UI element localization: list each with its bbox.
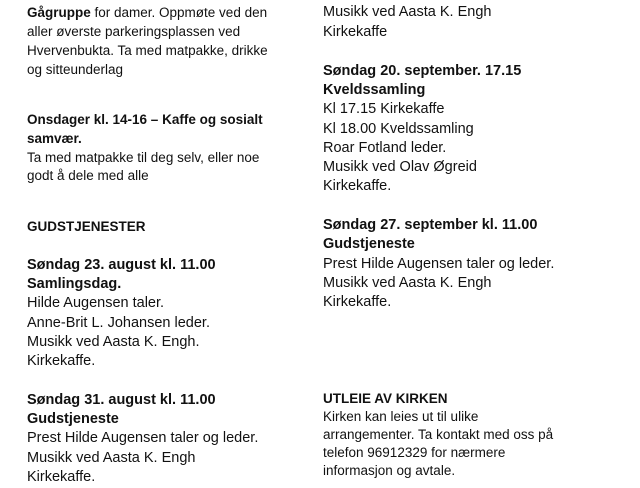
gagruppe-line-3: Hvervenbukta. Ta med matpakke, drikke (27, 43, 268, 58)
sep20-title-2: Kveldssamling (323, 82, 426, 98)
sep27-title-2: Gudstjeneste (323, 236, 415, 252)
top-line-1: Musikk ved Aasta K. Engh (323, 4, 492, 20)
onsdager-title-1: Onsdager kl. 14-16 – Kaffe og sosialt (27, 112, 263, 127)
onsdager-line-2: godt å dele med alle (27, 168, 149, 183)
aug23-line-3: Musikk ved Aasta K. Engh. (27, 334, 200, 350)
gagruppe-title: Gågruppe (27, 5, 91, 20)
aug31-line-1: Prest Hilde Augensen taler og leder. (27, 430, 259, 446)
sep20-line-3: Roar Fotland leder. (323, 140, 447, 156)
sep27-line-2: Musikk ved Aasta K. Engh (323, 275, 492, 291)
gagruppe-line-1 (27, 3, 267, 22)
gagruppe-line-2: aller øverste parkeringsplassen ved (27, 24, 241, 39)
aug23-line-4: Kirkekaffe. (27, 353, 96, 369)
sep20-line-2: Kl 18.00 Kveldssamling (323, 121, 474, 137)
sep27-title-1: Søndag 27. september kl. 11.00 (323, 217, 538, 233)
utleie-line-1: Kirken kan leies ut til ulike (323, 409, 479, 424)
gagruppe-text: for damer. Oppmøte ved den (90, 5, 268, 20)
aug31-line-2: Musikk ved Aasta K. Engh (27, 450, 196, 466)
sep27-line-3: Kirkekaffe. (323, 294, 392, 310)
onsdager-line-1: Ta med matpakke til deg selv, eller noe (27, 150, 260, 165)
utleie-line-4: informasjon og avtale. (323, 463, 456, 478)
aug23-line-1: Hilde Augensen taler. (27, 295, 165, 311)
utleie-heading: UTLEIE AV KIRKEN (323, 391, 448, 406)
sep20-line-4: Musikk ved Olav Øgreid (323, 159, 477, 175)
aug23-title-1: Søndag 23. august kl. 11.00 (27, 257, 216, 273)
utleie-line-3: telefon 96912329 for nærmere (323, 445, 506, 460)
sep20-line-1: Kl 17.15 Kirkekaffe (323, 101, 445, 117)
utleie-line-2: arrangementer. Ta kontakt med oss på (323, 427, 554, 442)
top-line-2: Kirkekaffe (323, 24, 388, 40)
aug31-title-1: Søndag 31. august kl. 11.00 (27, 392, 216, 408)
sep27-line-1: Prest Hilde Augensen taler og leder. (323, 256, 555, 272)
aug31-line-3: Kirkekaffe. (27, 469, 96, 485)
sep20-title-1: Søndag 20. september. 17.15 (323, 63, 522, 79)
gudstjenester-heading: GUDSTJENESTER (27, 219, 146, 234)
onsdager-title-2: samvær. (27, 131, 82, 146)
sep20-line-5: Kirkekaffe. (323, 178, 392, 194)
aug23-line-2: Anne-Brit L. Johansen leder. (27, 315, 210, 331)
gagruppe-line-4: og sitteunderlag (27, 62, 124, 77)
aug23-title-2: Samlingsdag. (27, 276, 122, 292)
aug31-title-2: Gudstjeneste (27, 411, 119, 427)
